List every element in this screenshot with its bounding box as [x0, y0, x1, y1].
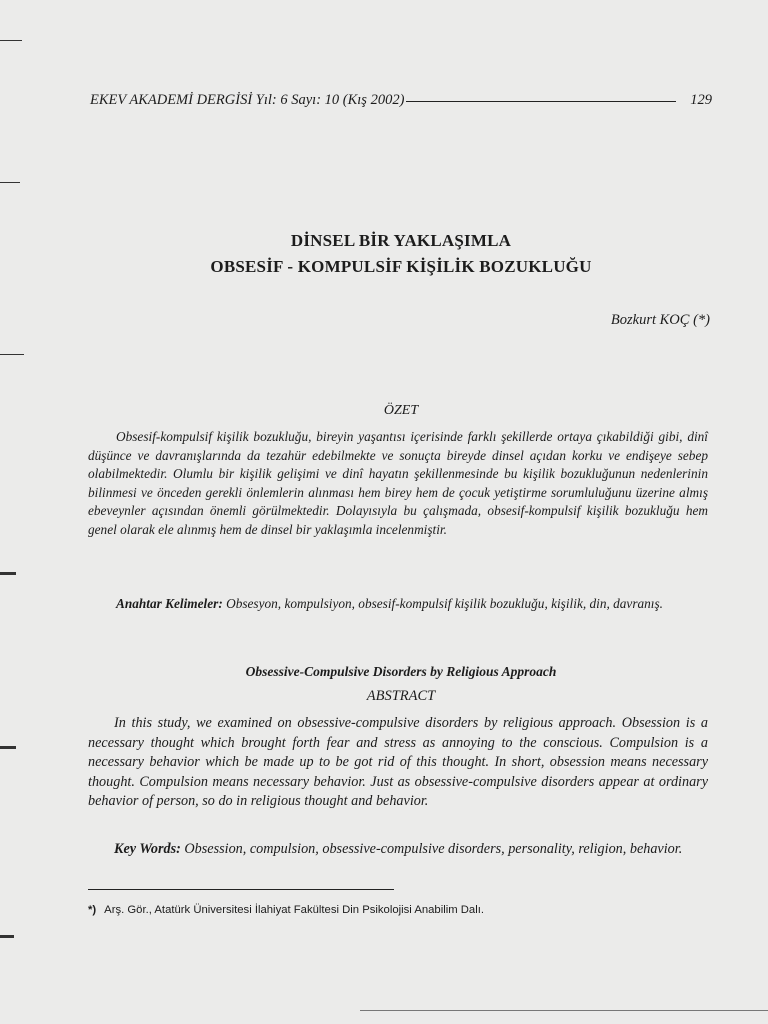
- ozet-keywords-text: Obsesyon, kompulsiyon, obsesif-kompulsif kişilik bozukluğu, kişilik, din, davranış.: [226, 596, 663, 611]
- abstract-keywords-label: Key Words:: [114, 841, 181, 857]
- author: Bozkurt KOÇ (*): [610, 312, 710, 328]
- journal-info: EKEV AKADEMİ DERGİSİ Yıl: 6 Sayı: 10 (Kış 2002): [90, 92, 405, 108]
- abstract-keywords-text: Obsession, compulsion, obsessive-compulsive disorders, personality, religion, behavior.: [184, 841, 683, 857]
- footnote-marker: *): [88, 904, 97, 916]
- footnote: [88, 904, 484, 916]
- english-title: Obsessive-Compulsive Disorders by Religious Approach: [245, 664, 557, 679]
- footnote-rule: [88, 889, 394, 890]
- footnote-text: Arş. Gör., Atatürk Üniversitesi İlahiyat Fakültesi Din Psikolojisi Anabilim Dalı.: [104, 904, 485, 916]
- abstract-text: In this study, we examined on obsessive-compulsive disorders by religious approach. Obsession is a necessary thought which brought forth fear and stress as annoying to the conscious. Compulsion is a necessary behavior which be made up to be got rid of this thought. In short, obsession means necessary thought. Compulsion means necessary behavior. Just as obsessive-compulsive disorders appear at ordinary behavior of person, so do in religious thought and behavior.: [88, 715, 708, 810]
- abstract-keywords: [88, 840, 708, 860]
- ozet-keywords: [88, 595, 708, 614]
- ozet-body: [88, 428, 708, 540]
- scan-margin-mark: [0, 182, 20, 183]
- ozet-keywords-label: Anahtar Kelimeler:: [116, 596, 223, 611]
- title-line-1: DİNSEL BİR YAKLAŞIMLA: [290, 231, 512, 250]
- scan-bottom-line: [360, 1010, 768, 1011]
- abstract-heading: ABSTRACT: [366, 688, 436, 704]
- title-line-2: OBSESİF - KOMPULSİF KİŞİLİK BOZUKLUĞU: [210, 257, 592, 276]
- scan-margin-mark: [0, 572, 16, 575]
- running-header: [90, 92, 712, 109]
- scan-margin-mark: [0, 40, 22, 41]
- scan-margin-mark: [0, 354, 24, 355]
- abstract-body: [88, 714, 708, 812]
- header-rule: [406, 101, 676, 102]
- ozet-text: Obsesif-kompulsif kişilik bozukluğu, bireyin yaşantısı içerisinde farklı şekillerde ortaya çıkabildiği gibi, dinî düşünce ve davranışlarında da tezahür edebilmekte ve sonuçta bireyde dinsel açıdan korku ve endişeye sebep olabilmektedir. Olumlu bir kişilik gelişimi ve dinî hayatın şekillenmesinde bu kişilik bozukluğunun nedenlerinin bilinmesi ve önceden gerekli önlemlerin alınması hem birey hem de çocuk yetiştirme sorumluluğunu üzerine almış ebeveynler açısından önemli görülmektedir. Dolayısıyla bu çalışmada, obsesif-kompulsif kişilik bozukluğu hem genel olarak ele alınmış hem de dinsel bir yaklaşımla incelenmiştir.: [88, 429, 708, 537]
- page-number: 129: [690, 92, 712, 108]
- article-title: [90, 228, 712, 280]
- scan-margin-mark: [0, 746, 16, 749]
- ozet-heading: ÖZET: [383, 403, 419, 418]
- scan-margin-mark: [0, 935, 14, 938]
